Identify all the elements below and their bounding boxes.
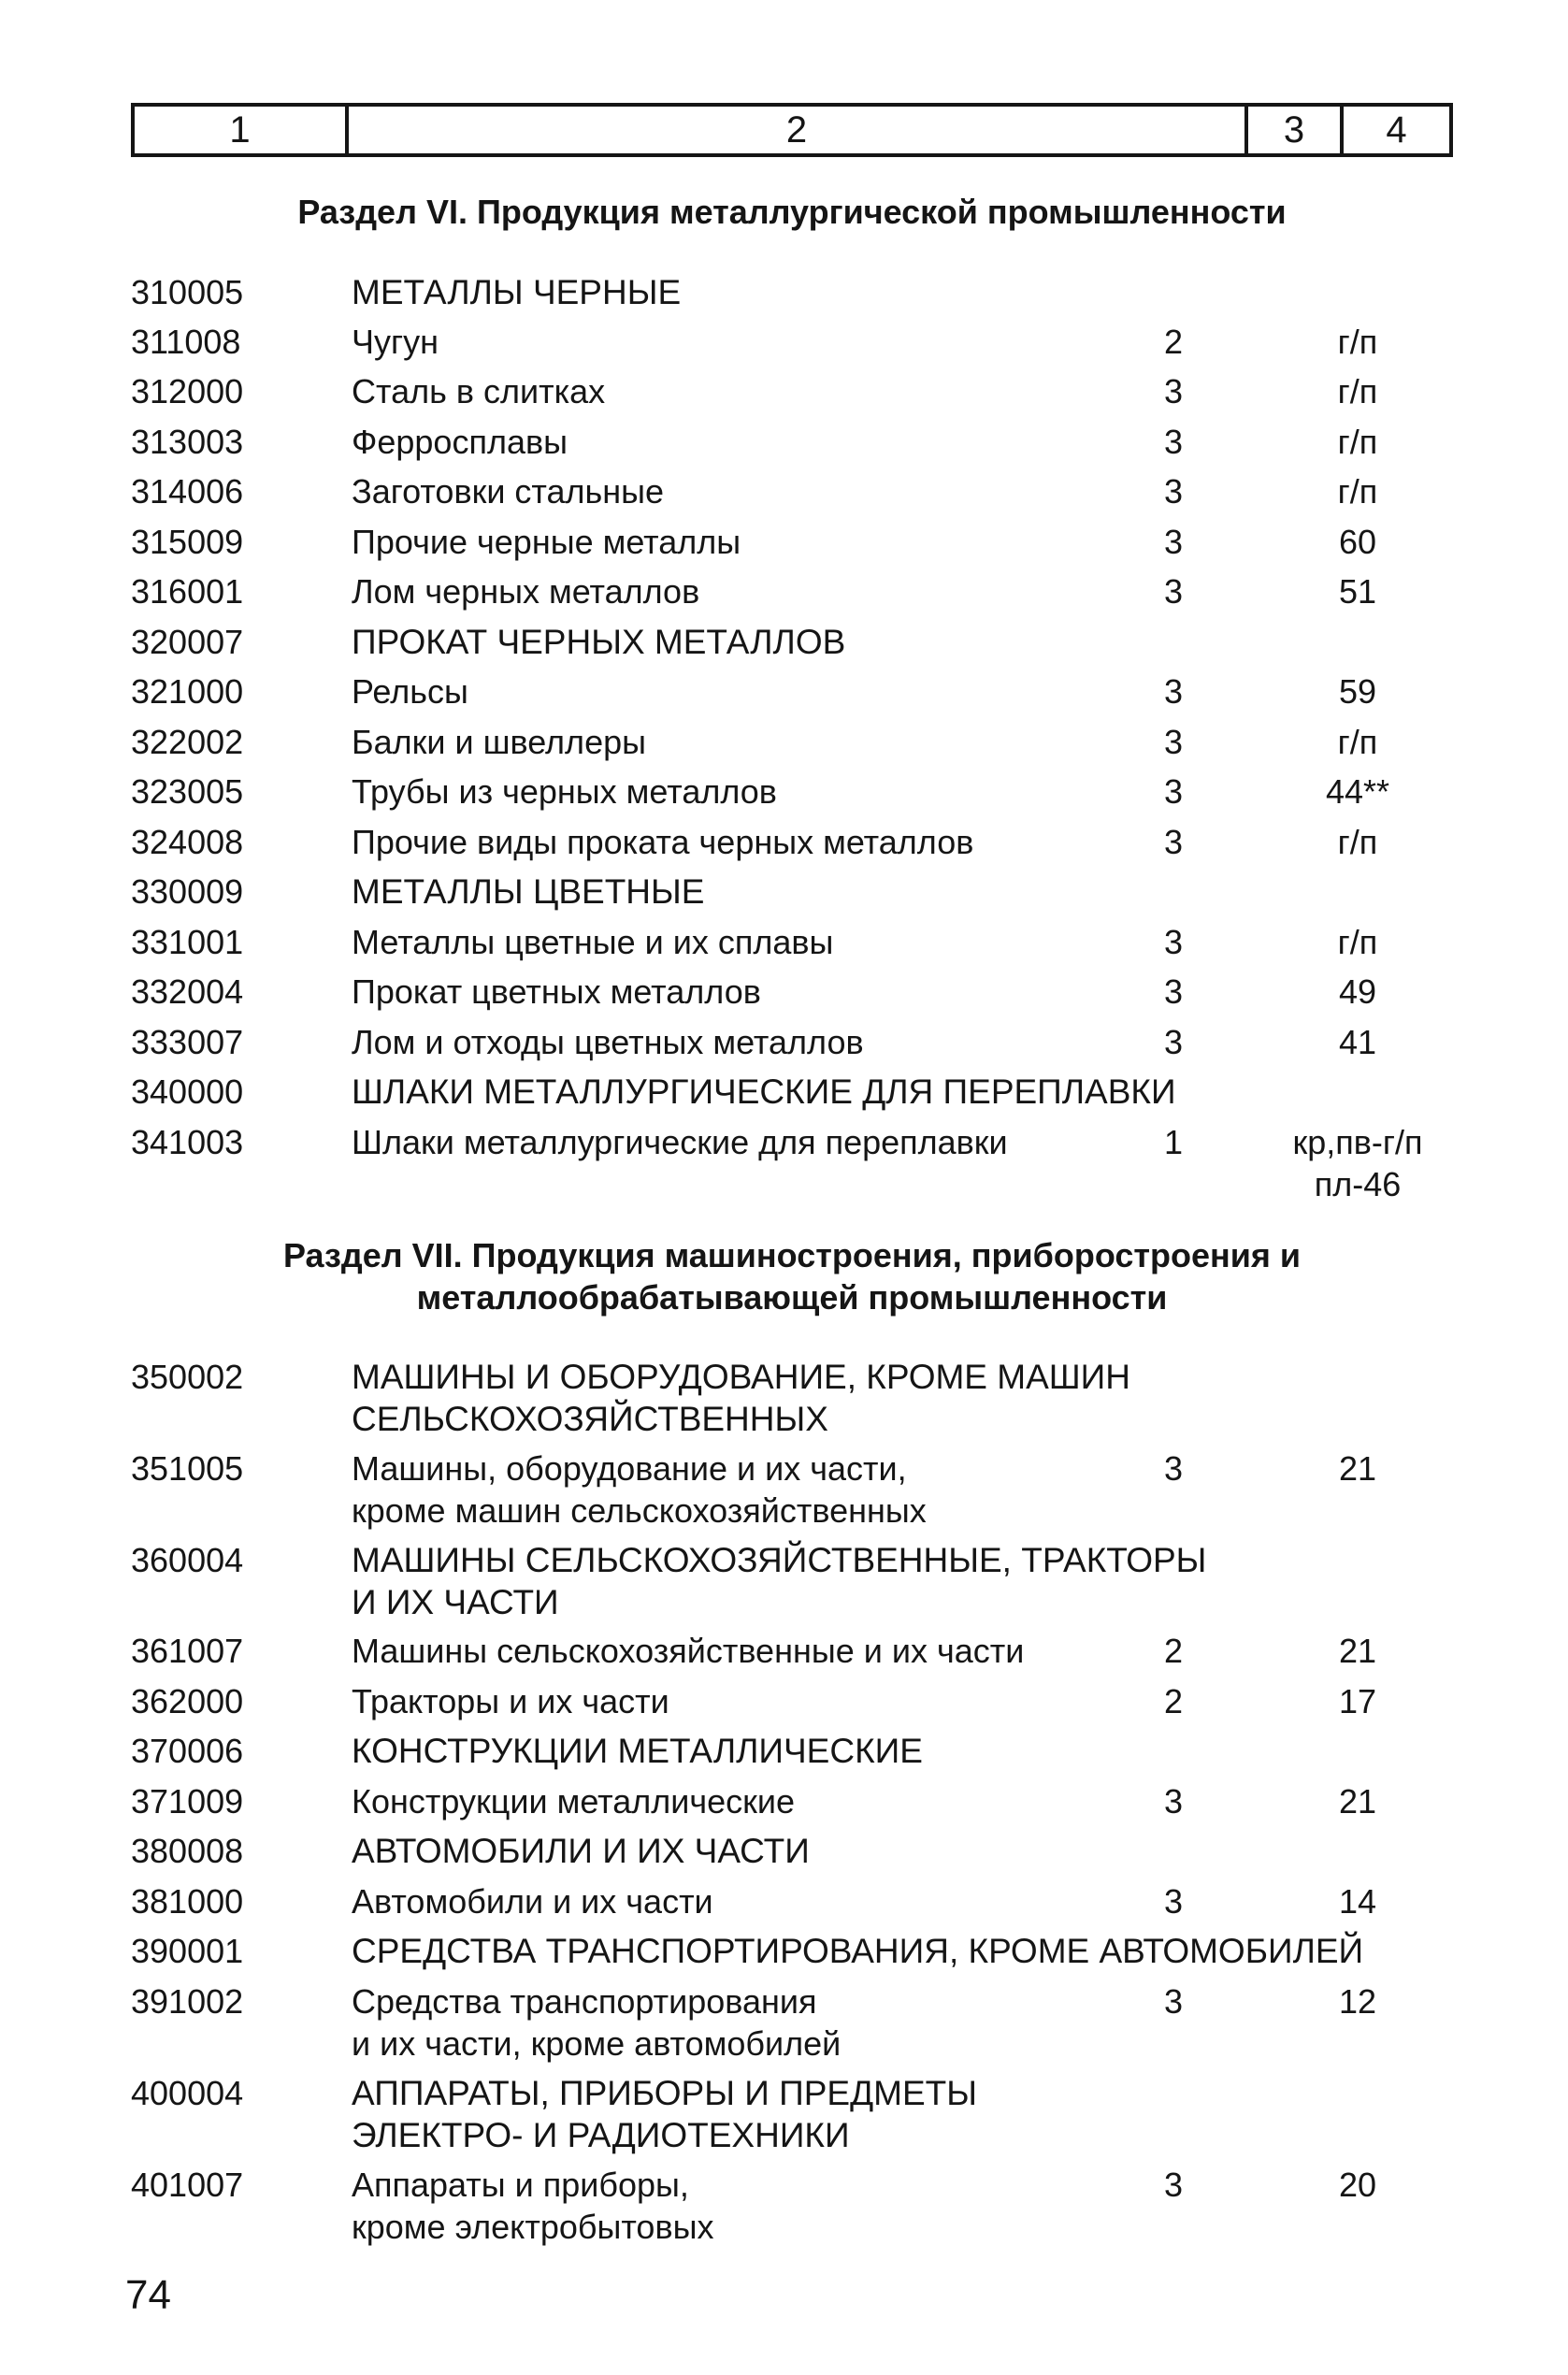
product-code: 340000 [131, 1072, 244, 1111]
column-4-value: г/п [1337, 472, 1378, 511]
product-name: Сталь в слитках [352, 372, 606, 410]
product-name: Балки и швеллеры [352, 723, 646, 761]
product-code: 323005 [131, 772, 244, 811]
product-code: 313003 [131, 423, 244, 461]
product-code: 390001 [131, 1932, 244, 1970]
column-4-value: 59 [1338, 672, 1377, 711]
product-name: МЕТАЛЛЫ ЧЕРНЫЕ [352, 273, 682, 311]
product-code: 333007 [131, 1023, 244, 1061]
product-code: 351005 [131, 1449, 244, 1488]
column-3-value: 3 [1163, 923, 1184, 961]
column-3-value: 3 [1163, 1982, 1184, 2021]
column-4-value: 44** [1325, 772, 1390, 811]
column-3-value: 3 [1163, 1782, 1184, 1821]
product-code: 401007 [131, 2166, 244, 2204]
product-code: 311008 [131, 323, 241, 361]
column-3-value: 3 [1163, 2166, 1184, 2204]
product-name: Ферросплавы [352, 423, 568, 461]
column-4-value: кр,пв-г/п пл-46 [1292, 1123, 1423, 1203]
product-code: 400004 [131, 2074, 244, 2112]
product-code: 332004 [131, 972, 244, 1011]
product-code: 321000 [131, 672, 244, 711]
product-name: Средства транспортирования и их части, кроме автомобилей [352, 1982, 842, 2063]
column-4-value: 21 [1338, 1632, 1377, 1670]
product-code: 330009 [131, 872, 244, 911]
product-code: 312000 [131, 372, 244, 410]
product-name: МАШИНЫ И ОБОРУДОВАНИЕ, КРОМЕ МАШИН СЕЛЬСКОХОЗЯЙСТВЕННЫХ [352, 1358, 1130, 1438]
product-code: 381000 [131, 1882, 244, 1921]
column-4-value: г/п [1337, 323, 1378, 361]
product-code: 320007 [131, 623, 244, 661]
column-4-value: г/п [1337, 423, 1378, 461]
product-code: 341003 [131, 1123, 244, 1161]
column-3-value: 3 [1163, 723, 1184, 761]
product-name: Машины, оборудование и их части, кроме машин сельскохозяйственных [352, 1449, 927, 1530]
column-3-value: 3 [1163, 572, 1184, 611]
product-name: Автомобили и их части [352, 1882, 713, 1921]
product-name: Машины сельскохозяйственные и их части [352, 1632, 1025, 1670]
product-code: 314006 [131, 472, 244, 511]
product-name: ШЛАКИ МЕТАЛЛУРГИЧЕСКИЕ ДЛЯ ПЕРЕПЛАВКИ [352, 1072, 1176, 1111]
column-3-value: 3 [1163, 1449, 1184, 1488]
product-code: 362000 [131, 1682, 244, 1720]
product-name: Лом и отходы цветных металлов [352, 1023, 864, 1061]
column-3-value: 3 [1163, 1023, 1184, 1061]
column-3-value: 2 [1163, 1632, 1184, 1670]
column-3-value: 1 [1163, 1123, 1184, 1161]
product-name: МАШИНЫ СЕЛЬСКОХОЗЯЙСТВЕННЫЕ, ТРАКТОРЫ И ИХ ЧАСТИ [352, 1541, 1207, 1621]
product-code: 370006 [131, 1732, 244, 1770]
product-code: 380008 [131, 1832, 244, 1870]
column-header-row [131, 103, 1453, 157]
column-4-value: г/п [1337, 923, 1378, 961]
column-3-value: 3 [1163, 423, 1184, 461]
column-4-value: 49 [1338, 972, 1377, 1011]
section-6-title [131, 191, 1453, 233]
column-3-value: 3 [1163, 523, 1184, 561]
product-name: Прокат цветных металлов [352, 972, 761, 1011]
column-header-1: 1 [135, 107, 349, 153]
section-7-title-line-2: металлообрабатывающей промышленности [416, 1278, 1168, 1317]
column-4-value: 12 [1338, 1982, 1377, 2021]
product-code: 360004 [131, 1541, 244, 1579]
section-7-title [131, 1234, 1453, 1318]
product-name: СРЕДСТВА ТРАНСПОРТИРОВАНИЯ, КРОМЕ АВТОМОБИЛЕЙ [352, 1932, 1364, 1970]
product-name: Конструкции металлические [352, 1782, 796, 1821]
column-3-value: 3 [1163, 772, 1184, 811]
column-3-value: 2 [1163, 1682, 1184, 1720]
product-code: 391002 [131, 1982, 244, 2021]
column-3-value: 2 [1163, 323, 1184, 361]
column-4-value: 41 [1338, 1023, 1377, 1061]
product-code: 310005 [131, 273, 244, 311]
column-3-value: 3 [1163, 672, 1184, 711]
column-header-2: 2 [349, 107, 1248, 153]
product-code: 331001 [131, 923, 244, 961]
product-name: Прочие черные металлы [352, 523, 741, 561]
column-3-value: 3 [1163, 472, 1184, 511]
product-name: АППАРАТЫ, ПРИБОРЫ И ПРЕДМЕТЫ ЭЛЕКТРО- И РАДИОТЕХНИКИ [352, 2074, 977, 2154]
product-code: 324008 [131, 823, 244, 861]
column-4-value: 51 [1338, 572, 1377, 611]
column-4-value: 17 [1338, 1682, 1377, 1720]
product-name: КОНСТРУКЦИИ МЕТАЛЛИЧЕСКИЕ [352, 1732, 923, 1770]
product-code: 350002 [131, 1358, 244, 1396]
product-name: Чугун [352, 323, 439, 361]
product-code: 371009 [131, 1782, 244, 1821]
product-code: 315009 [131, 523, 244, 561]
column-4-value: 14 [1338, 1882, 1377, 1921]
product-name: Тракторы и их части [352, 1682, 669, 1720]
column-4-value: 20 [1338, 2166, 1377, 2204]
column-4-value: 21 [1338, 1449, 1377, 1488]
column-4-value: г/п [1337, 372, 1378, 410]
product-name: Прочие виды проката черных металлов [352, 823, 974, 861]
product-name: Металлы цветные и их сплавы [352, 923, 834, 961]
product-name: Аппараты и приборы, кроме электробытовых [352, 2166, 714, 2246]
product-name: Лом черных металлов [352, 572, 700, 611]
product-name: Заготовки стальные [352, 472, 665, 511]
product-name: АВТОМОБИЛИ И ИХ ЧАСТИ [352, 1832, 810, 1870]
column-header-4: 4 [1386, 109, 1407, 151]
column-4-value: 21 [1338, 1782, 1377, 1821]
column-header-3: 3 [1248, 107, 1344, 153]
page-number: 74 [125, 2272, 171, 2318]
column-4-value: 60 [1338, 523, 1377, 561]
column-4-value: г/п [1337, 723, 1378, 761]
product-name: ПРОКАТ ЧЕРНЫХ МЕТАЛЛОВ [352, 623, 846, 661]
product-name: МЕТАЛЛЫ ЦВЕТНЫЕ [352, 872, 705, 911]
section-7-title-line-1: Раздел VII. Продукция машиностроения, приборостроения и [282, 1236, 1301, 1274]
product-name: Трубы из черных металлов [352, 772, 777, 811]
column-4-value: г/п [1337, 823, 1378, 861]
product-name: Рельсы [352, 672, 468, 711]
product-code: 361007 [131, 1632, 244, 1670]
section-6-title-text: Раздел VI. Продукция металлургической промышленности [297, 193, 1287, 231]
column-3-value: 3 [1163, 972, 1184, 1011]
column-3-value: 3 [1163, 372, 1184, 410]
product-code: 322002 [131, 723, 244, 761]
product-code: 316001 [131, 572, 244, 611]
column-3-value: 3 [1163, 823, 1184, 861]
product-name: Шлаки металлургические для переплавки [352, 1123, 1008, 1161]
column-3-value: 3 [1163, 1882, 1184, 1921]
